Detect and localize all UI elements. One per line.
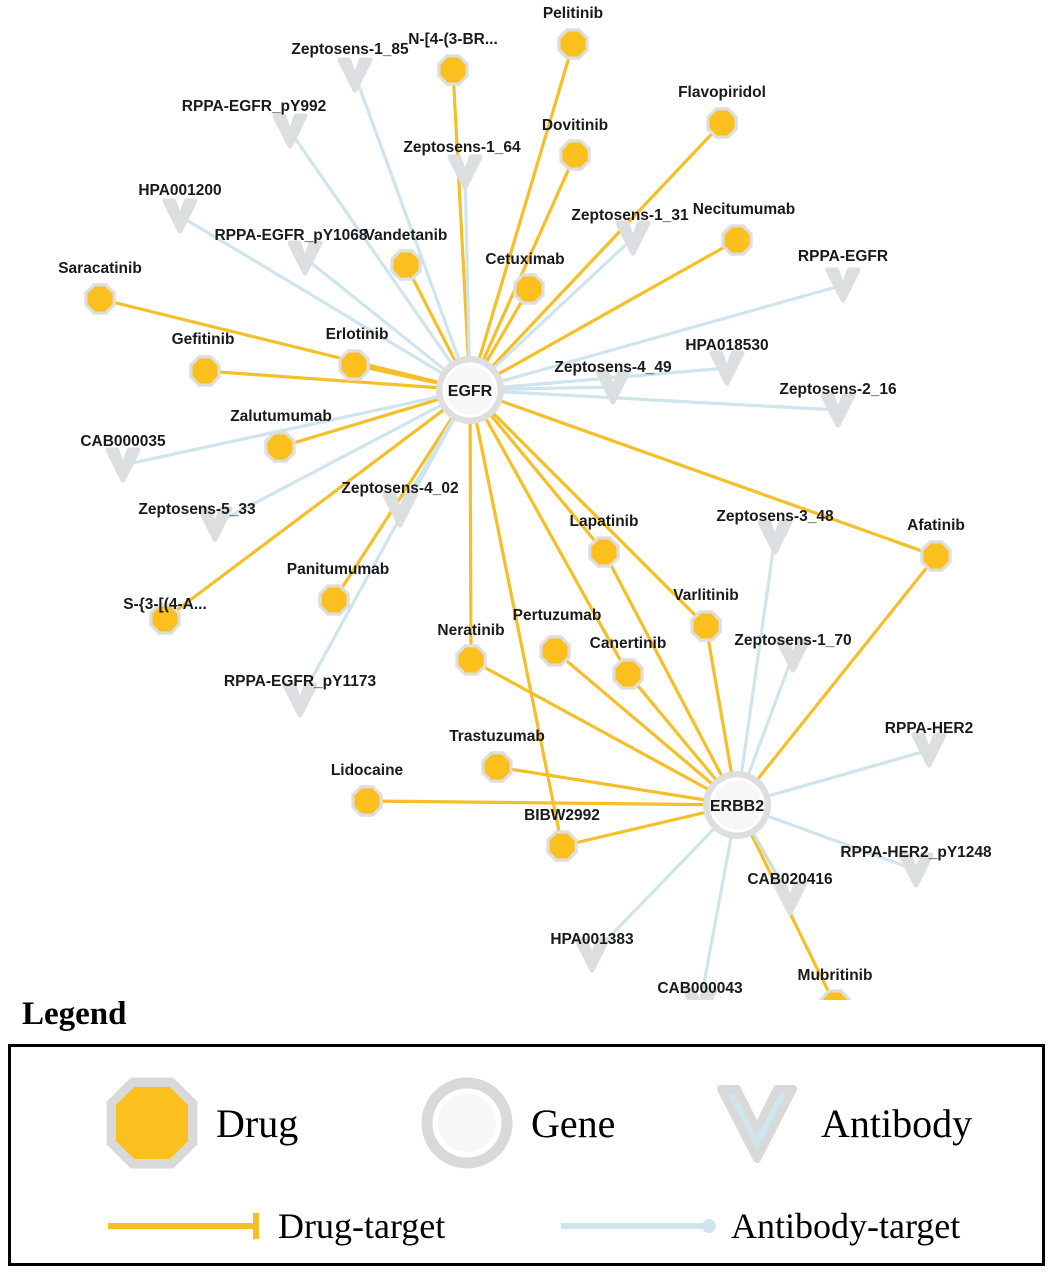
- drug-node-label: Lapatinib: [569, 513, 639, 530]
- drug-node-core: [550, 834, 575, 859]
- drug-node-label: Zalutumumab: [230, 408, 332, 425]
- drug-node[interactable]: [351, 785, 382, 816]
- drug-node-label: Canertinib: [589, 635, 667, 652]
- antibody-node-label: Zeptosens-2_16: [779, 381, 897, 398]
- drug-target-edge-icon: [106, 1209, 266, 1243]
- drug-node[interactable]: [546, 830, 577, 861]
- drug-icon: [106, 1077, 198, 1169]
- antibody-node-shape: [108, 450, 138, 480]
- drug-node[interactable]: [437, 54, 468, 85]
- drug-node[interactable]: [390, 249, 421, 280]
- drug-node-core: [725, 228, 750, 253]
- drug-node-label: S-{3-[(4-A...: [123, 596, 207, 613]
- drug-node-core: [394, 253, 419, 278]
- gene-icon: [421, 1077, 513, 1169]
- antibody-node-label: Zeptosens-1_31: [571, 207, 689, 224]
- antibody-node-label: CAB020416: [747, 871, 833, 888]
- drug-node-label: N-[4-(3-BR...: [408, 31, 498, 48]
- drug-node-core: [441, 58, 466, 83]
- drug-node[interactable]: [539, 635, 570, 666]
- drug-node-core: [592, 540, 617, 565]
- drug-node[interactable]: [84, 283, 115, 314]
- drug-node[interactable]: [557, 28, 588, 59]
- drug-node[interactable]: [318, 584, 349, 615]
- drug-node-label: Saracatinib: [58, 260, 142, 277]
- drug-node-label: Dovitinib: [541, 117, 609, 134]
- drug-node-core: [322, 588, 347, 613]
- legend-item-gene: [421, 1077, 615, 1169]
- legend-label-antibody: Antibody: [821, 1100, 973, 1146]
- antibody-node[interactable]: [828, 270, 858, 300]
- drug-node-label: Necitumumab: [692, 201, 796, 218]
- drug-node-core: [193, 359, 218, 384]
- legend-label-antibody-target: Antibody-target: [731, 1206, 961, 1246]
- antibody-node-shape: [914, 735, 944, 765]
- antibody-node-label: Zeptosens-4_02: [341, 480, 459, 497]
- legend-label-gene: Gene: [531, 1100, 616, 1146]
- drug-node-core: [459, 648, 484, 673]
- drug-node-label: Pertuzumab: [512, 607, 602, 624]
- antibody-node-label: Zeptosens-1_70: [734, 632, 852, 649]
- drug-node-core: [694, 614, 719, 639]
- antibody-node[interactable]: [914, 735, 944, 765]
- antibody-target-edge-icon: [559, 1209, 719, 1243]
- drug-node-label: Gefitinib: [171, 331, 235, 348]
- drug-node[interactable]: [338, 349, 369, 380]
- drug-node-label: Pelitinib: [542, 5, 604, 22]
- antibody-node-label: Zeptosens-3_48: [716, 508, 834, 525]
- antibody-node-label: RPPA-EGFR_pY1173: [223, 673, 377, 690]
- drug-node-label: Cetuximab: [485, 251, 565, 268]
- drug-node[interactable]: [264, 431, 295, 462]
- antibody-node-label: RPPA-EGFR_pY992: [181, 98, 327, 115]
- antibody-node-label: CAB000043: [657, 980, 743, 997]
- antibody-icon: [711, 1077, 803, 1169]
- drug-node-core: [355, 789, 380, 814]
- drug-node-core: [563, 143, 588, 168]
- antibody-node-label: RPPA-EGFR_pY1068: [214, 227, 368, 244]
- edge-drug-target: [470, 390, 471, 660]
- drug-node-label: Neratinib: [437, 622, 505, 639]
- gene-node-label: EGFR: [447, 383, 493, 400]
- antibody-node-label: Zeptosens-4_49: [554, 359, 672, 376]
- drug-node-core: [88, 287, 113, 312]
- drug-node-core: [616, 662, 641, 687]
- edge-drug-target: [470, 44, 573, 390]
- drug-node-label: Mubritinib: [797, 967, 873, 984]
- antibody-node-label: CAB000035: [80, 433, 166, 450]
- antibody-node[interactable]: [165, 201, 195, 231]
- drug-node[interactable]: [189, 355, 220, 386]
- drug-node-label: Lidocaine: [330, 762, 404, 779]
- antibody-node-label: Zeptosens-1_85: [291, 41, 409, 58]
- drug-node-label: Flavopiridol: [678, 84, 766, 101]
- antibody-node-shape: [340, 60, 370, 90]
- antibody-node-label: RPPA-EGFR: [797, 248, 889, 265]
- antibody-node[interactable]: [108, 450, 138, 480]
- legend-label-drug-target: Drug-target: [278, 1206, 446, 1246]
- antibody-node-label: Zeptosens-5_33: [138, 501, 256, 518]
- drug-node[interactable]: [819, 989, 850, 1000]
- legend-title: Legend: [22, 996, 127, 1032]
- drug-node-core: [543, 639, 568, 664]
- drug-node-core: [517, 277, 542, 302]
- edge-drug-target: [470, 390, 706, 626]
- antibody-node-shape: [760, 522, 790, 552]
- legend-node-row: [11, 1067, 1042, 1177]
- drug-node-label: Panitumumab: [286, 561, 390, 578]
- drug-node-label: Vandetanib: [364, 227, 448, 244]
- drug-node[interactable]: [559, 139, 590, 170]
- drug-node-core: [710, 111, 735, 136]
- legend-item-antibody: [711, 1077, 972, 1169]
- drug-node-core: [561, 32, 586, 57]
- legend-item-drug-target: [106, 1205, 445, 1247]
- antibody-node-label: RPPA-HER2_pY1248: [840, 844, 992, 861]
- edge-antibody-target: [300, 390, 470, 700]
- drug-node[interactable]: [455, 644, 486, 675]
- antibody-node-shape: [828, 270, 858, 300]
- legend-item-antibody-target: [559, 1205, 960, 1247]
- antibody-node-shape: [165, 201, 195, 231]
- antibody-node-label: HPA001200: [138, 182, 222, 199]
- antibody-node[interactable]: [760, 522, 790, 552]
- legend-item-drug: [106, 1077, 298, 1169]
- drug-node[interactable]: [706, 107, 737, 138]
- gene-node-label: ERBB2: [709, 798, 765, 815]
- drug-node-label: Varlitinib: [673, 587, 739, 604]
- drug-node[interactable]: [588, 536, 619, 567]
- antibody-node-label: Zeptosens-1_64: [403, 139, 521, 156]
- antibody-node-shape: [275, 116, 305, 146]
- antibody-node[interactable]: [450, 157, 480, 187]
- drug-node-core: [485, 755, 510, 780]
- drug-node-core: [268, 435, 293, 460]
- antibody-node[interactable]: [340, 60, 370, 90]
- drug-node-core: [342, 353, 367, 378]
- antibody-node-shape: [450, 157, 480, 187]
- antibody-node[interactable]: [275, 116, 305, 146]
- drug-node[interactable]: [690, 610, 721, 641]
- antibody-node[interactable]: [290, 243, 320, 273]
- labels-layer: [58, 5, 992, 997]
- drug-node-label: Erlotinib: [325, 326, 389, 343]
- drug-node-core: [924, 544, 949, 569]
- legend-box: [8, 1044, 1045, 1266]
- drug-node-label: Afatinib: [907, 517, 965, 534]
- drug-node[interactable]: [481, 751, 512, 782]
- drug-node[interactable]: [513, 273, 544, 304]
- drug-node[interactable]: [920, 540, 951, 571]
- antibody-node-shape: [290, 243, 320, 273]
- drug-node[interactable]: [721, 224, 752, 255]
- antibody-node-label: RPPA-HER2: [884, 720, 974, 737]
- edge-drug-target: [470, 155, 575, 390]
- drug-node-label: Trastuzumab: [449, 728, 545, 745]
- legend-label-drug: Drug: [216, 1100, 299, 1146]
- drug-node-label: BIBW2992: [524, 807, 600, 824]
- antibody-node-label: HPA018530: [685, 337, 769, 354]
- drug-node[interactable]: [612, 658, 643, 689]
- antibody-node-label: HPA001383: [550, 931, 634, 948]
- legend-edge-row: [11, 1187, 1042, 1257]
